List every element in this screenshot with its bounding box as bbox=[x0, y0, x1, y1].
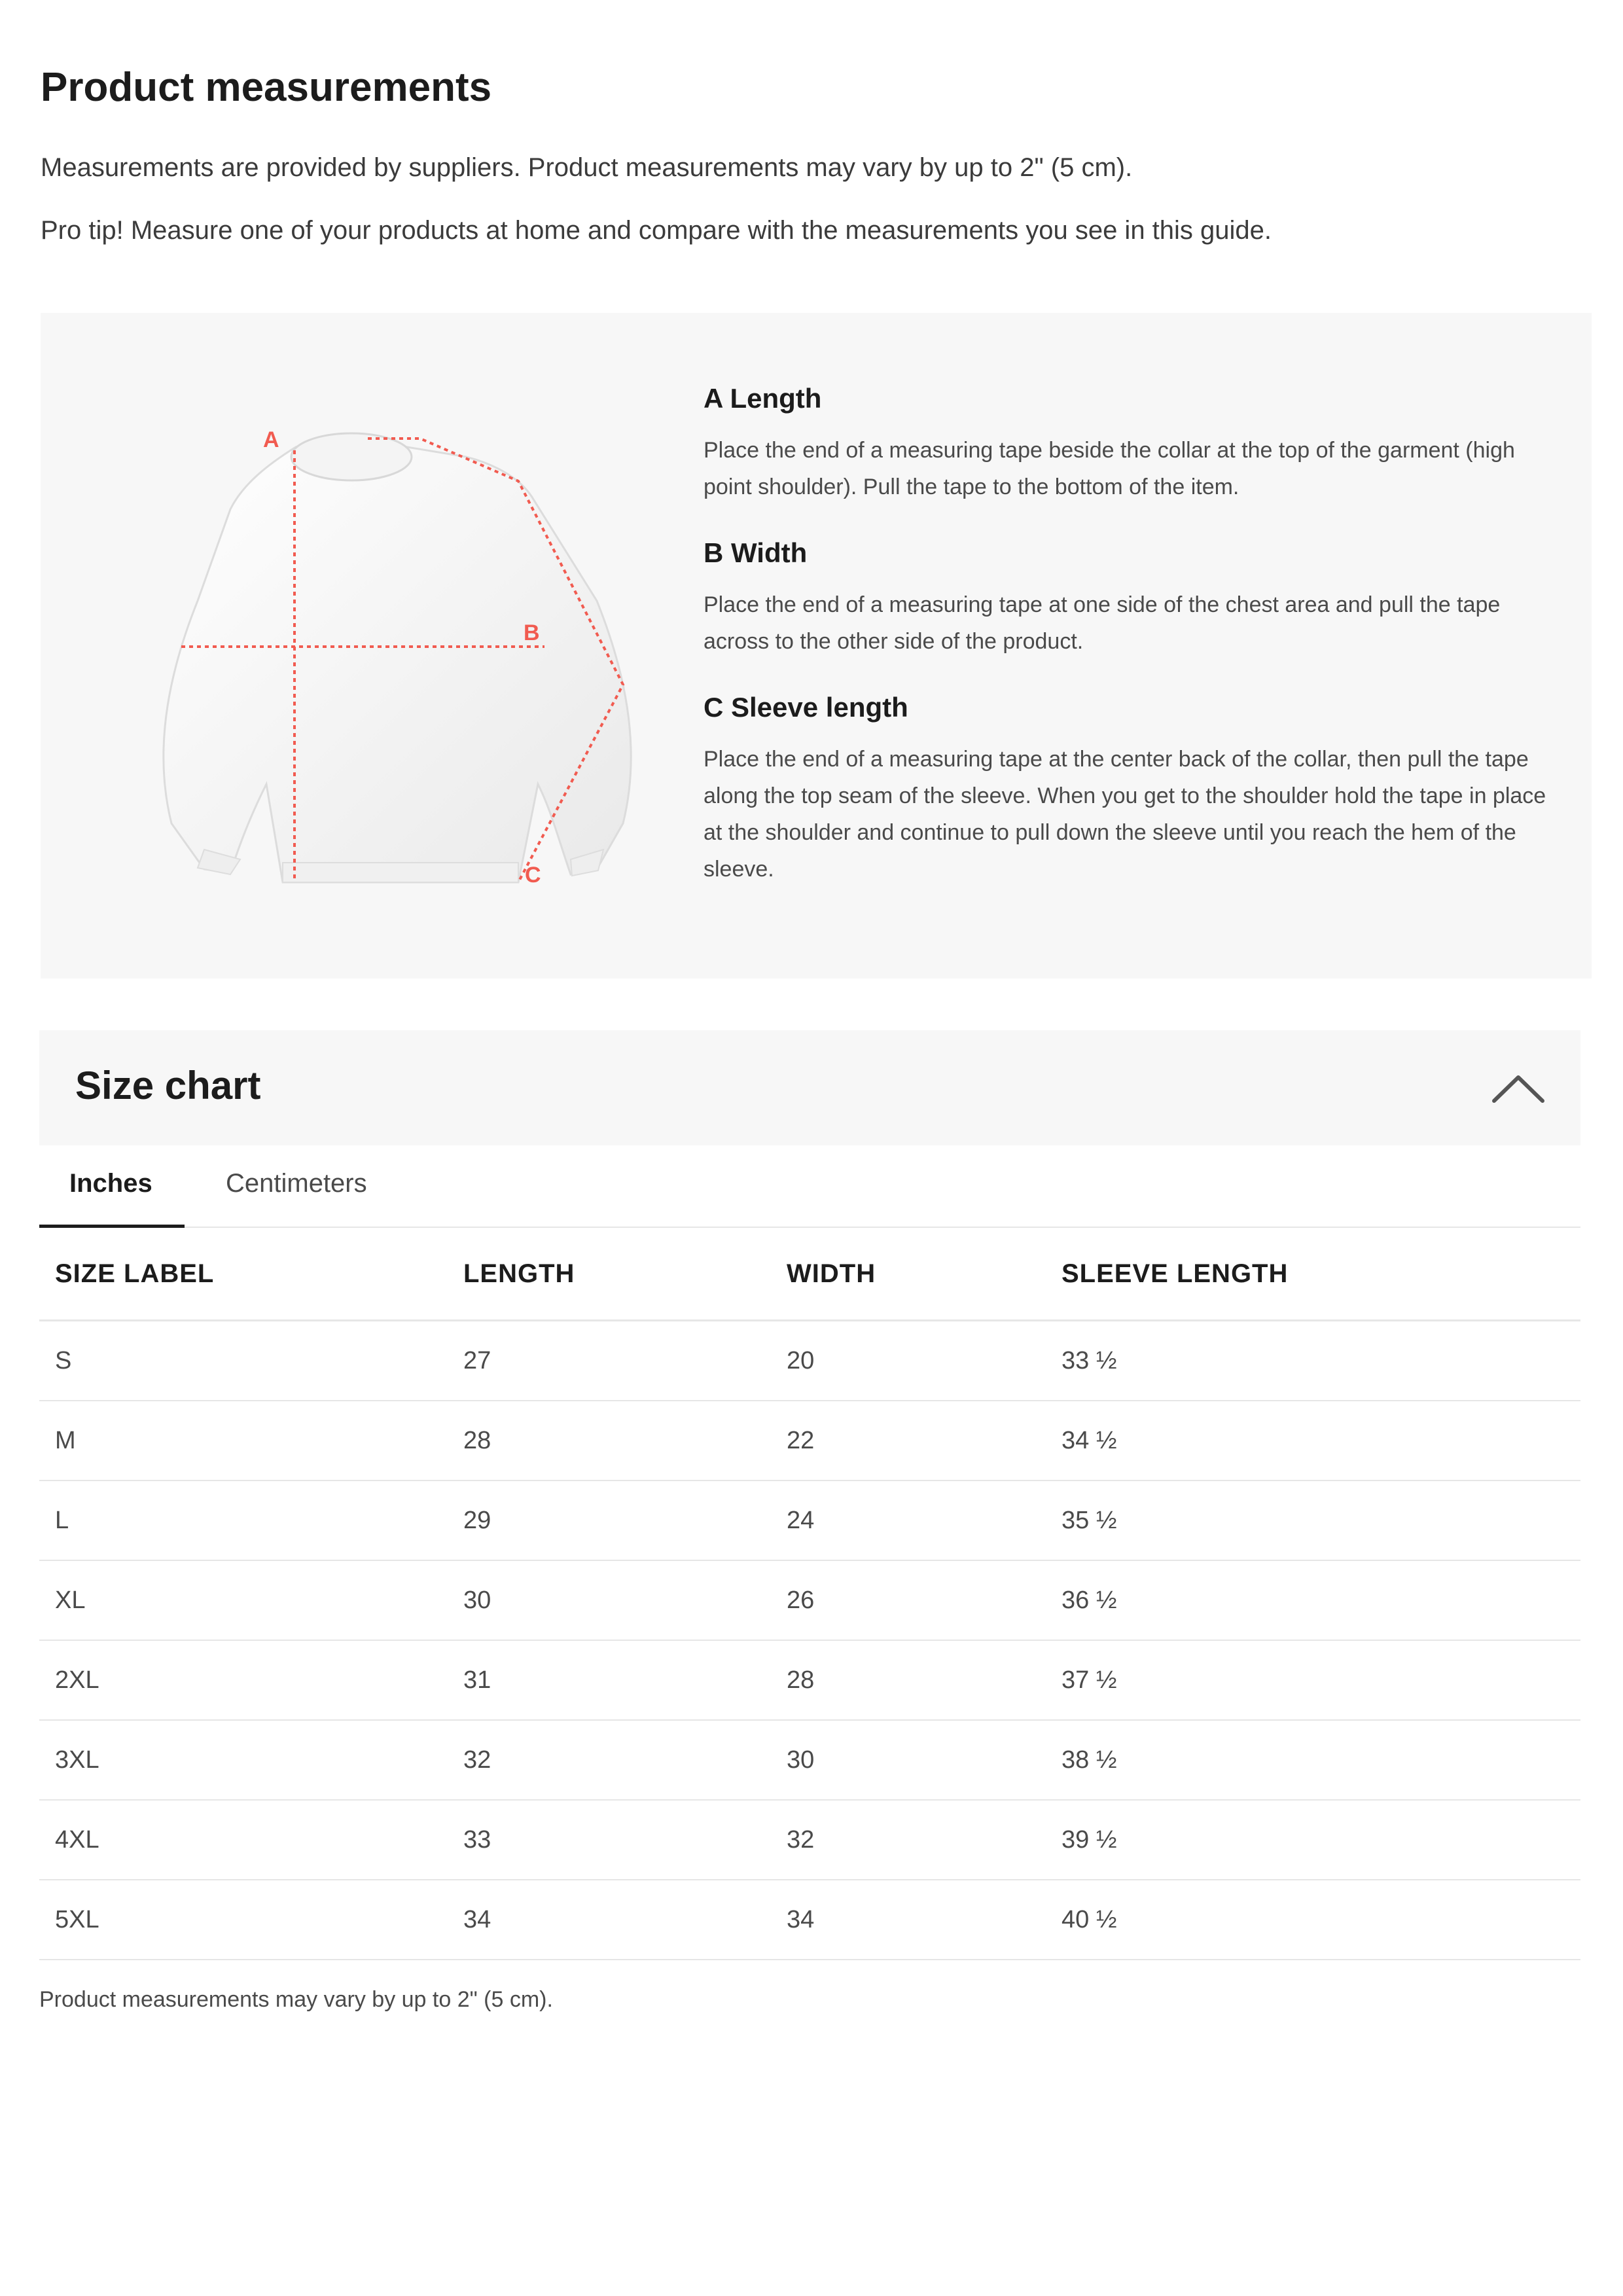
intro-text-pro-tip: Pro tip! Measure one of your products at home and compare with the measurements you see in this guide. bbox=[41, 216, 1272, 245]
cell-size-label: XL bbox=[39, 1560, 448, 1640]
sweater-collar bbox=[291, 433, 412, 480]
diagram-label-a: A bbox=[263, 427, 279, 452]
column-header-width: WIDTH bbox=[771, 1228, 1046, 1321]
cell-width: 28 bbox=[771, 1640, 1046, 1720]
table-row bbox=[39, 1401, 1580, 1480]
cell-width: 32 bbox=[771, 1800, 1046, 1880]
cell-width: 24 bbox=[771, 1480, 1046, 1560]
cell-sleeve-length: 35 ½ bbox=[1046, 1480, 1580, 1560]
cell-size-label: 3XL bbox=[39, 1720, 448, 1800]
table-row bbox=[39, 1321, 1580, 1401]
cell-size-label: 4XL bbox=[39, 1800, 448, 1880]
table-row bbox=[39, 1480, 1580, 1560]
cell-length: 30 bbox=[448, 1560, 771, 1640]
measurement-c-heading: C Sleeve length bbox=[704, 692, 908, 723]
table-row bbox=[39, 1720, 1580, 1800]
cell-width: 26 bbox=[771, 1560, 1046, 1640]
size-chart-header[interactable] bbox=[39, 1030, 1580, 1145]
page-title: Product measurements bbox=[41, 65, 492, 110]
cell-length: 27 bbox=[448, 1321, 771, 1401]
cell-length: 29 bbox=[448, 1480, 771, 1560]
measurement-c-description: Place the end of a measuring tape at the center back of the collar, then pull the tape along the top seam of the sleeve. When you get to the shoulder hold the tape in place at the shoulder and continue to pull down the sleeve until you reach the hem of the sleeve. bbox=[704, 747, 1546, 882]
cell-sleeve-length: 36 ½ bbox=[1046, 1560, 1580, 1640]
cell-sleeve-length: 39 ½ bbox=[1046, 1800, 1580, 1880]
cell-width: 22 bbox=[771, 1401, 1046, 1480]
cell-width: 20 bbox=[771, 1321, 1046, 1401]
column-header-sleeve-length: SLEEVE LENGTH bbox=[1046, 1228, 1580, 1321]
measurement-b-description: Place the end of a measuring tape at one side of the chest area and pull the tape across to the other side of the product. bbox=[704, 592, 1501, 654]
cell-length: 32 bbox=[448, 1720, 771, 1800]
sweater-shape bbox=[164, 439, 631, 882]
cell-size-label: 2XL bbox=[39, 1640, 448, 1720]
intro-text-suppliers: Measurements are provided by suppliers. Product measurements may vary by up to 2" (5 cm). bbox=[41, 153, 1133, 182]
tab-centimeters[interactable]: Centimeters bbox=[226, 1169, 367, 1198]
cell-length: 31 bbox=[448, 1640, 771, 1720]
measurement-a-description: Place the end of a measuring tape beside the collar at the top of the garment (high point shoulder). Pull the tape to the bottom of the item. bbox=[704, 438, 1515, 499]
measurement-a-heading: A Length bbox=[704, 383, 822, 414]
size-chart-table bbox=[39, 1228, 1580, 1960]
size-chart-title: Size chart bbox=[75, 1064, 261, 1107]
measurement-b-heading: B Width bbox=[704, 537, 808, 568]
diagram-label-c: C bbox=[525, 863, 541, 888]
cell-sleeve-length: 38 ½ bbox=[1046, 1720, 1580, 1800]
diagram-label-b: B bbox=[524, 620, 540, 645]
cell-size-label: M bbox=[39, 1401, 448, 1480]
table-row bbox=[39, 1640, 1580, 1720]
measurement-guide-panel bbox=[41, 313, 1592, 978]
chevron-up-icon[interactable] bbox=[1489, 1064, 1548, 1110]
cell-size-label: S bbox=[39, 1321, 448, 1401]
cell-length: 28 bbox=[448, 1401, 771, 1480]
size-chart-footnote: Product measurements may vary by up to 2" (5 cm). bbox=[39, 1987, 553, 2012]
sweater-measurement-diagram bbox=[99, 365, 728, 941]
cell-sleeve-length: 33 ½ bbox=[1046, 1321, 1580, 1401]
cell-sleeve-length: 34 ½ bbox=[1046, 1401, 1580, 1480]
cell-size-label: L bbox=[39, 1480, 448, 1560]
measurement-instructions bbox=[704, 378, 1554, 915]
column-header-size-label: SIZE LABEL bbox=[39, 1228, 448, 1321]
cell-width: 34 bbox=[771, 1880, 1046, 1960]
cell-sleeve-length: 40 ½ bbox=[1046, 1880, 1580, 1960]
table-header-row bbox=[39, 1228, 1580, 1321]
cell-length: 33 bbox=[448, 1800, 771, 1880]
cell-sleeve-length: 37 ½ bbox=[1046, 1640, 1580, 1720]
column-header-length: LENGTH bbox=[448, 1228, 771, 1321]
sweater-hem bbox=[283, 863, 518, 882]
cell-size-label: 5XL bbox=[39, 1880, 448, 1960]
tab-inches[interactable]: Inches bbox=[69, 1169, 152, 1198]
cell-length: 34 bbox=[448, 1880, 771, 1960]
unit-tabs bbox=[39, 1145, 1580, 1228]
table-row bbox=[39, 1560, 1580, 1640]
table-row bbox=[39, 1880, 1580, 1960]
table-row bbox=[39, 1800, 1580, 1880]
cell-width: 30 bbox=[771, 1720, 1046, 1800]
